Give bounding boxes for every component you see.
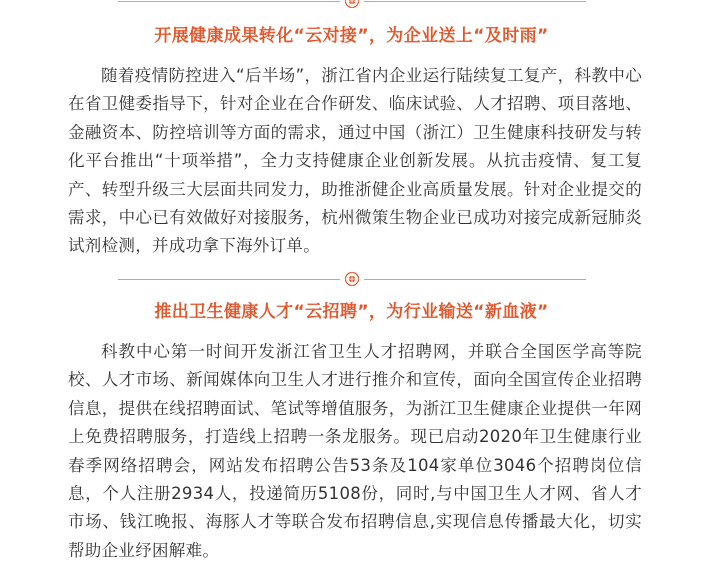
section-divider-top [118, 0, 586, 8]
flower-ornament-icon [344, 0, 360, 8]
section-heading: 开展健康成果转化“云对接”，为企业送上“及时雨” [154, 26, 549, 46]
divider-line-left [118, 1, 340, 2]
flower-ornament-icon [344, 272, 360, 286]
section-paragraph: 随着疫情防控进入“后半场”，浙江省内企业运行陆续复工复产，科教中心在省卫健委指导下，针对企业在合作研发、临床试验、人才招聘、项目落地、金融资本、防控培训等方面的需求，通过中国（浙江）卫生健康科技研发与转化平台推出“十项举措”，全力支持健康企业创新发展。从抗击疫情、复工复产、转型升级三大层面共同发力，助推浙健企业高质量发展。针对企业提交的需求，中心已有效做好对接服务，杭州微策生物企业已成功对接完成新冠肺炎试剂检测，并成功拿下海外订单。 [68, 66, 642, 256]
divider-line-right [364, 1, 586, 2]
section-paragraph: 科教中心第一时间开发浙江省卫生人才招聘网，并联合全国医学高等院校、人才市场、新闻媒体向卫生人才进行推介和宣传，面向全国宣传企业招聘信息，提供在线招聘面试、笔试等增值服务，为浙江卫生健康企业提供一年网上免费招聘服务，打造线上招聘一条龙服务。现已启动2020年卫生健康行业春季网络招聘会，网站发布招聘公告53条及104家单位3046个招聘岗位信息，个人注册2934人，投递简历5108份，同时,与中国卫生人才网、省人才市场、钱江晚报、海豚人才等联合发布招聘信息,实现信息传播最大化，切实帮助企业纾困解难。 [68, 342, 642, 560]
divider-line-right [364, 279, 586, 280]
section-divider-middle [118, 272, 586, 286]
section-heading: 推出卫生健康人才“云招聘”，为行业输送“新血液” [154, 302, 549, 322]
divider-line-left [118, 279, 340, 280]
